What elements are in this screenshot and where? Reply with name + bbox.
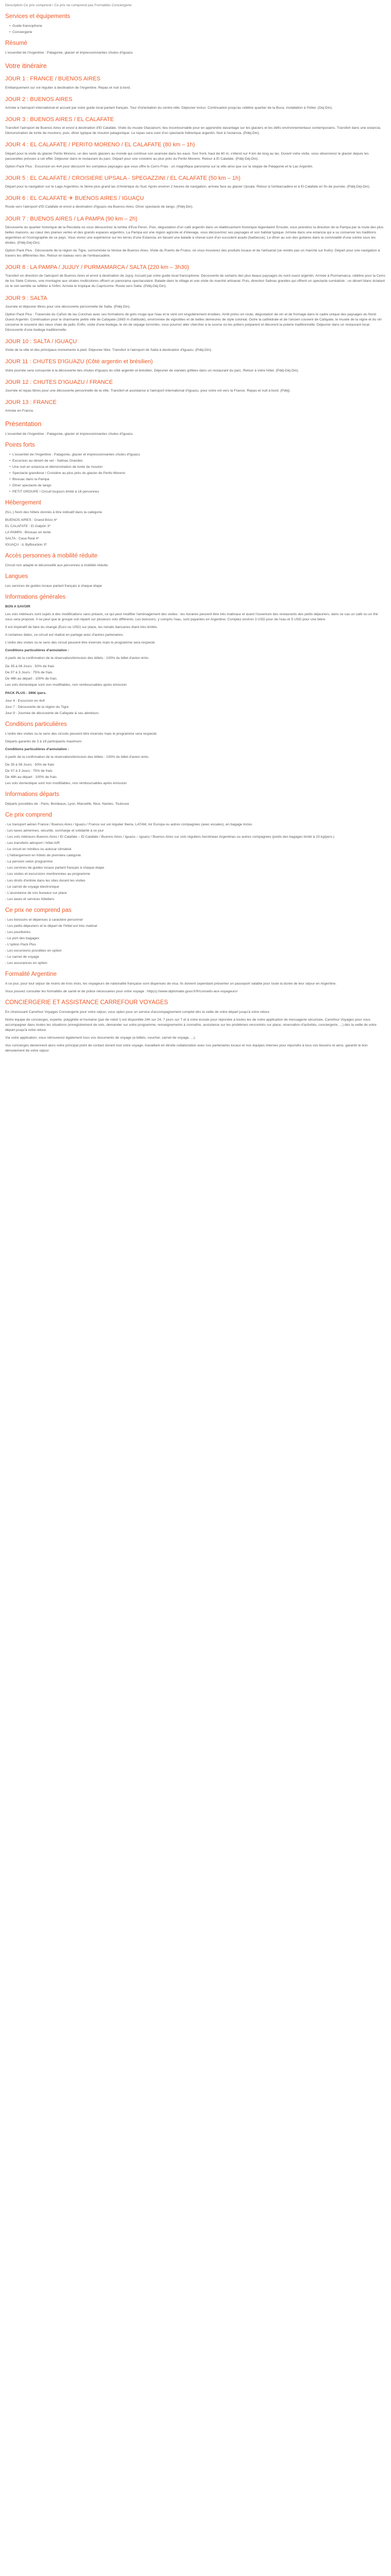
conditions-list [5,762,386,786]
day-text: Arrivée en France. [5,409,34,413]
day-8 [5,264,386,289]
day-text: Départ pour la navigation sur le Lago Argentino, le 3ème plus grand lac d'Amérique du Sud. Après environ 2 heures de navigation, arrivée face au glacier Upsala. Retour à l'embarcadère et à El Calafate en fin de journée. (Pdéj-Déj-Din). [5,185,370,189]
list-item: • Guide francophone [9,24,386,29]
hebergement-title: Hébergement [5,500,41,506]
list-item: SALTA : Casa Real 4* [5,537,39,541]
list-item: LA PAMPA : Bivouac en tente [5,531,51,535]
list-item: - L'assistance de nos bureaux sur place [5,891,67,895]
list-item: Jour 9 : Journée de découverte de Cafayate & ses alentours [5,711,99,715]
conditions-sub-title: Conditions particulières d'annulation : [5,747,69,751]
acces-title: Accès personnes à mobilité réduite [5,553,97,560]
resume-title: Résumé [5,40,27,47]
list-item: - Les vols intérieurs Buenos Aires / El Calafate – El Calafate / Buenos Aires / Iguazu – Iguazu / Buenos Aires sur vols réguliers Aerolineas Argentinas ou autres compagnies (poids des bagages limité à 23 kg/pers.) [5,835,335,839]
page [0,0,391,1054]
infos-paragraph: Les vols intérieurs sont sujets à des modifications sans préavis, ce qui peut modifier l'aménagement des visites : les horaires peuvent être très matinaux et avant l'ouverture des restaurants des petits déjeuners, dans ce cas un café ou un thé vous sera proposé. Il se peut que le groupe soit réparti sur plusieurs vols différents. Les boissons, y compris l'eau, sont payantes en Argentine. Comptez environ 3 USD pour de l'eau et 5 USD pour une bière. [5,613,378,622]
day-1 [5,75,386,90]
list-item: - L'option Pack Plus [5,942,36,946]
day-text: Journée et repas libres pour une découverte personnelle de la ville. Transfert et assistance à l'aéroport international d'Iguazu, pour votre vol vers la France. Repas et nuit à bord. (Pdéj). [5,389,291,393]
itinerary-title: Votre itinéraire [5,62,47,70]
day-text: Transfert l'aéroport de Buenos Aires et envol à destination d'El Calafate. Visite du musée Glaciarium, lieu incontournable pour en apprendre davantage sur les glaciers et les défis environnementaux contemporains. Transfert dans une estancia. Démonstration de tonte de moutons, puis, dîner typique de mouton patagonique. Le repas sera suivi d'un spectacle folklorique argentin. Nuit à l'estancia. (Pdéj-Din). [5,126,381,135]
conditions-p2: Départs garantis de 3 à 18 participants maximum [5,739,82,743]
day-text: Arrivée à l'aéroport international et accueil par votre guide local parlant français. Tour d'orientation du centre-ville. Déjeuner inclus. Continuation jusqu'au célèbre quartier de la Boca. Installation à l'hôtel. (Dej-Din). [5,106,333,110]
langues-text: Les services de guides locaux parlant français à chaque étape [5,584,102,588]
list-item: • Excursion au désert de sel - Salinas Grandes [9,459,386,464]
comprend-list [5,822,386,902]
list-item: - Les taxes et services hôteliers [5,897,55,901]
list-item: - Les services de guides locaux parlant français à chaque étape [5,866,104,870]
list-item: • Bivouac dans la Pampa [9,477,386,482]
acces-text: Circuit non adapté et déconseillé aux personnes à mobilité réduite. [5,564,109,568]
presentation-title: Présentation [5,420,42,428]
infos-title: Informations générales [5,594,66,601]
list-item: - L'hébergement en hôtels de première catégorie [5,854,81,858]
list-item: - Le transport aérien France / Buenos Aires / Iguazu / France sur vol régulier Iberia, LATAM, Air Europa ou autres compagnies (avec escales), en bagage inclus [5,823,252,827]
list-item: - Le carnet de voyage électronique [5,885,59,889]
list-item: Les vols domestique sont non modifiables, non remboursables après émission [5,782,127,786]
day-title: JOUR 1 : FRANCE / BUENOS AIRES [5,76,101,82]
list-item: - Les taxes aériennes, sécurité, surcharge et solidarité à ce jour [5,829,104,833]
day-4 [5,141,386,169]
list-item: • Dîner spectacle de tango [9,483,386,488]
list-item: De 07 à 3 Jours : 75% de frais [5,670,53,674]
day-text: Journée et déjeuner libres pour une découverte personnelle de Salta. (Pdéj-Din). [5,304,131,309]
day-option: Option Pack Plus : Traversée du Cañon de las Conchas avec ses formations de grès rouge que l'eau et le vent ont singulièrement érodées. Arrêt prévu en route, dégustation de vin et de fromage dans le cadre unique des paysages du Nord-Ouest Argentin. Continuation pour le charmante petite ville de Cafayate (1683 m d'altitude), environnée de vignobles et de belles demeures de style colonial. Outre la cathédrale et de l'ancien couvent de Cafayate, le musée de la vigne et du vin conserve le souvenir des vieux chais de jadis. Enfin, visite d'une bodega, le vin de cépage torrontés, vous pourrez aller chercher à la source où les potiers préparent et décorent la poterie traditionnelle. Déjeuner dans un restaurant local. Découverte d'une bodega traditionnelle. [5,312,382,332]
day-title: JOUR 11 : CHUTES D'IGUAZU (Côté argentin et brésilien) [5,359,153,365]
list-item: - Les petits-déjeuners et le départ de l'hôtel est très matinal [5,924,97,928]
list-item: - Les excursions possibles en option [5,948,62,953]
hebergement-intro: (N.L.) Nom des hôtels donnés à titre indicatif dans la catégorie [5,510,102,514]
infos-paragraph: Il est impératif de faire du change (Euro ou USD) sur place, les retraits bancaires étant très limités. [5,625,158,630]
hebergement-list [5,518,386,548]
list-item: De 35 à 08 Jours : 50% de frais [5,664,55,668]
conciergerie-p3: Via votre application, vous retrouverez également tous vos documents de voyage (e-billets, voucher, carnet de voyage, ...). [5,1036,196,1040]
list-item: De 48h au départ : 100% de frais [5,676,57,681]
day-title: JOUR 13 : FRANCE [5,399,57,406]
conciergerie-p4: Vos concierges deviennent alors votre principal point de contact durant tout votre voyage, travaillant en étroite collaboration avec nos partenaires locaux et nos équipes internes pour répondre à tous vos besoins et ainsi, garantir le bon déroulement de votre séjour. [5,1044,368,1053]
list-item: - Les droits d'entrée dans les sites durant les visites [5,878,86,883]
infos-conditions-list [5,664,386,688]
day-title: JOUR 9 : SALTA [5,295,47,301]
pack-plus-title: PACK PLUS : 390€ /pers. [5,691,46,695]
services-title: Services et équipements [5,13,70,20]
list-item: Jour 4 : Excursion en 4x4 [5,699,45,703]
list-item: - Les assurances en option [5,961,47,965]
conciergerie-p2: Notre équipe de concierges, experte, polyglotte et humaine (par de robot !) est disponible 24h sur 24, 7 jours sur 7 et à votre écoute pour répondre à toutes les de notre application de messagerie sécurisée, Carrefour Voyages pour vous accompagner dans toutes les situations (enregistrement de vols, demander sur votre programme, renseignements à connaître, assistance sur les problèmes rencontrés sur place, réservation d'activités, conciergerie, ...) dès la veille de votre départ jusqu'à votre retour. [5,1018,377,1032]
depart-title: Informations départs [5,791,59,798]
day-text: Visite de la ville et des principaux monuments à pied. Déjeuner libre. Transfert à l'aéroport de Salta à destination d'Iguazu. (Pdéj-Din). [5,348,213,352]
pack-plus-list [5,699,386,716]
list-item: IGUAÇU : iL ByBourbon 3* [5,543,47,547]
infos-paragraph: L'ordre des visites ou le sens des circuit peuvent être inversés mais le programme sera respecté. [5,641,156,645]
depart-text: Départs possibles de : Paris, Bordeaux, Lyon, Marseille, Nice, Nantes, Toulouse [5,802,129,806]
day-title: JOUR 2 : BUENOS AIRES [5,96,73,103]
list-item: De 07 à 3 Jours : 75% de frais [5,769,53,773]
day-3 [5,116,386,136]
comprend-title: Ce prix comprend [5,812,52,819]
day-6 [5,195,386,210]
day-title: JOUR 3 : BUENOS AIRES / EL CALAFATE [5,116,114,123]
day-title: JOUR 8 : LA PAMPA / JUJUY / PURMAMARCA / SALTA (220 km – 3h30) [5,264,189,271]
intro-tabs-line: Description Ce prix comprend / Ce prix ne comprend pas Formalités Conciergerie [5,4,132,7]
conciergerie-p1: En choisissant Carrefour Voyages Conciergerie pour votre séjour, vous optez pour un service d'accompagnement complet dès la veille de votre départ jusqu'à votre retour. [5,1010,270,1014]
list-item: - Les transferts aéroport / hôtel A/R [5,841,60,845]
list-item: - Les pourboires [5,930,31,934]
day-text: Embarquement sur vol régulier à destination de l'Argentine. Repas et nuit à bord. [5,86,131,90]
day-text: Route vers l'aéroport d'El Calafate et envol à destination d'Iguazu via Buenos Aires. Dîner spectacle de tango. (Pdéj-Din). [5,205,193,209]
points-forts-list [5,452,386,495]
infos-conditions-intro: A partir de la confirmation de la réservation/émission des billets : 100% du billet d'avion émis [5,656,149,660]
list-item: Jour 7 : Découverte de la région du Tigre [5,705,69,709]
day-option: Option Pack Plus : Excursion en 4x4 pour découvrir les sompteux paysages que vous offre le Cerro Frias : un magnifique panorama sur la ville ainsi que sur la steppe de Patagonie et le Lac Argentin. [5,164,314,168]
day-title: JOUR 6 : EL CALAFATE ✈ BUENOS AIRES / IGUAÇU [5,195,144,202]
list-item: - Le circuit en minibus ou autocar climatisé [5,848,72,852]
list-item: • Une nuit en estancia et démonstration de tonte de mouton [9,465,386,470]
day-text: Votre journée sera consacrée à la découverte des chutes d'Iguazu du côté argentin et brésilien. Déjeuner de viandes grillées dans un restaurant du parc. Retour à votre hôtel. (Pdéj-Déj-Din). [5,368,299,372]
list-item: • Conciergerie [9,30,386,35]
list-item: EL CALAFATE : El Galpón 3* [5,524,51,529]
list-item: De 48h au départ : 100% de frais [5,775,57,779]
formalite-p2: Vous pouvez consulter les formalités de santé et de police nécessaires pour votre voyage : http(s)://www.diplomatie.gouv.fr/fr/conseils-aux-voyageurs/ [5,990,238,994]
list-item: - Le port des bagages [5,936,40,940]
infos-conditions-title: Conditions particulières d'annulation : [5,649,69,653]
formalite-title: Formalité Argentine [5,971,57,978]
list-item: - Les visites et excursions mentionnées au programme [5,872,90,876]
day-text: Découverte du quartier historique de la Recoleta où vous découvrirez la tombe d'Eva Peron. Puis, dégustation d'un café argentin dans un établissement historique légendaire! Ensuite, vous prendrez la direction de la Pampa par la route des plus belles maisons, au cœur des plaines vertes et des grands espaces argentins. La Pampa est une région agricole et d'élevage, vous découvrirez ses paysages et son habitat typique. Arrivée dans une estancia qui a su conserver les traditions argentines et l'iconographie de ce pays. Vous vivrez une expérience sur les terres d'une Estancia, en faisant une balade à cheval suivi d'un succulent asado (barbecue). Le dîner au son des guitares dans la convivialité d'une soirée sous les étoiles. (Pdéj-Déj-Din). [5,225,384,245]
day-title: JOUR 7 : BUENOS AIRES / LA PAMPA (90 km – 2h) [5,215,138,222]
day-title: JOUR 10 : SALTA / IGUAÇU [5,338,77,345]
day-10 [5,338,386,353]
langues-title: Langues [5,573,28,580]
conditions-intro: A partir de la confirmation de la réservation/émission des billets : 100% du billet d'avion émis [5,755,149,759]
bon-a-savoir-label: BON A SAVOIR [5,605,30,609]
conditions-title: Conditions particulières [5,721,67,727]
services-list [5,24,386,35]
resume-text: L'essentiel de l'Argentine : Patagonie, glacier et impressionnantes chutes d'Iguazu [5,51,133,55]
points-forts-title: Points forts [5,442,35,448]
day-title: JOUR 5 : EL CALAFATE / CROISIERE UPSALA - SPEGAZZINI / EL CALAFATE (50 km – 1h) [5,175,241,181]
day-2 [5,96,386,111]
ne-comprend-title: Ce prix ne comprend pas [5,907,72,913]
list-item: BUENOS AIRES : Grand Brizo 4* [5,518,57,522]
day-text: Départ pour la visite du glacier Perito Moreno, un des seuls glaciers au monde qui continue son avancée dans les eaux. Son front, haut de 60 m, s'étend sur 4 km de long au lac. Durant votre visite, vous observerez le glacier depuis les passerelles prévues à cet effet. Déjeuner dans le restaurant du parc. Départ pour une croisière au plus près du Perito Moreno. Retour à El Calafate. (Pdéj-Déj-Din). [5,151,369,161]
list-item: - Les boissons et dépenses à caractère personnel [5,918,83,922]
conciergerie-title: CONCIERGERIE ET ASSISTANCE CARREFOUR VOYAGES [5,999,168,1006]
day-11 [5,358,386,373]
presentation-text: L'essentiel de l'Argentine : Patagonie, glacier et impressionnantes chutes d'Iguazu [5,432,133,436]
list-item: • Spectacle grandiose ! Croisière au plus près du glacier de Perito Moreno [9,471,386,476]
list-item: - La pension selon programme [5,860,53,864]
ne-comprend-list [5,918,386,966]
day-7 [5,215,386,259]
conditions-p1: L'ordre des visites ou le sens des circuits peuvent être inversés mais le programme sera respecté. [5,732,158,736]
infos-paragraph: A certaines dates, ce circuit est réalisé en partage avec d'autres partenaires. [5,633,124,637]
formalite-p1: A ce jour, pour tout séjour de moins de trois mois, les voyageurs de nationalité française sont dispensés de visa. Ils doivent cependant présenter un passeport valable pour toute la durée de leur séjour en Argentine. [5,981,337,986]
day-9 [5,295,386,333]
day-5 [5,175,386,190]
day-13 [5,399,386,414]
list-item: De 35 à 08 Jours : 50% de frais [5,763,55,767]
day-title: JOUR 12 : CHUTES D'IGUAZU / FRANCE [5,379,113,385]
list-item: - Le carnet de voyage [5,955,39,959]
day-option: Option Pack Plus : Découverte de la région du Tigre, surnommée la Venise de Buenos Aires. Visite du Puerto de Frutos, où vous trouverez des produits locaux et de l'artisanat (se rendre pas un marché sur fruits). Départ pour une navigation à travers les différentes îles. Retour en bateau vers de l'embarcadère. [5,249,380,258]
list-item: Les vols domestique sont non modifiables, non remboursables après émission [5,683,127,687]
list-item: • L'essentiel de l'Argentine : Patagonie, glacier et impressionnantes chutes d'Iguazu [9,452,386,457]
list-item: • PETIT GROUPE ! Circuit toujours limité à 18 personnes [9,489,386,495]
day-12 [5,379,386,394]
day-text: Transfert en direction de l'aéroport de Buenos Aires et envol à destination de Jujuy. Accueil par votre guide local francophone. Découverte de certains des plus beaux paysages du nord ouest argentin. Arrivée à Purmamarca, célèbre pour la Cerro de los Siete Colores, une montagne aux strates multicolores offrant un panorama spectaculaire. Balade dans le village et une visite du marché artisanal. Puis, direction Salinas grandes qui offrent un spectacle surréaliste : un désert blanc éclatant où le ciel semble se refléter à l'infini. Arrivée le tropique du Capricorne. Route vers Salta. (Pdéj-Déj-Din). [5,274,385,289]
day-title: JOUR 4 : EL CALAFATE / PERITO MORENO / EL CALAFATE (80 km – 1h) [5,142,195,148]
